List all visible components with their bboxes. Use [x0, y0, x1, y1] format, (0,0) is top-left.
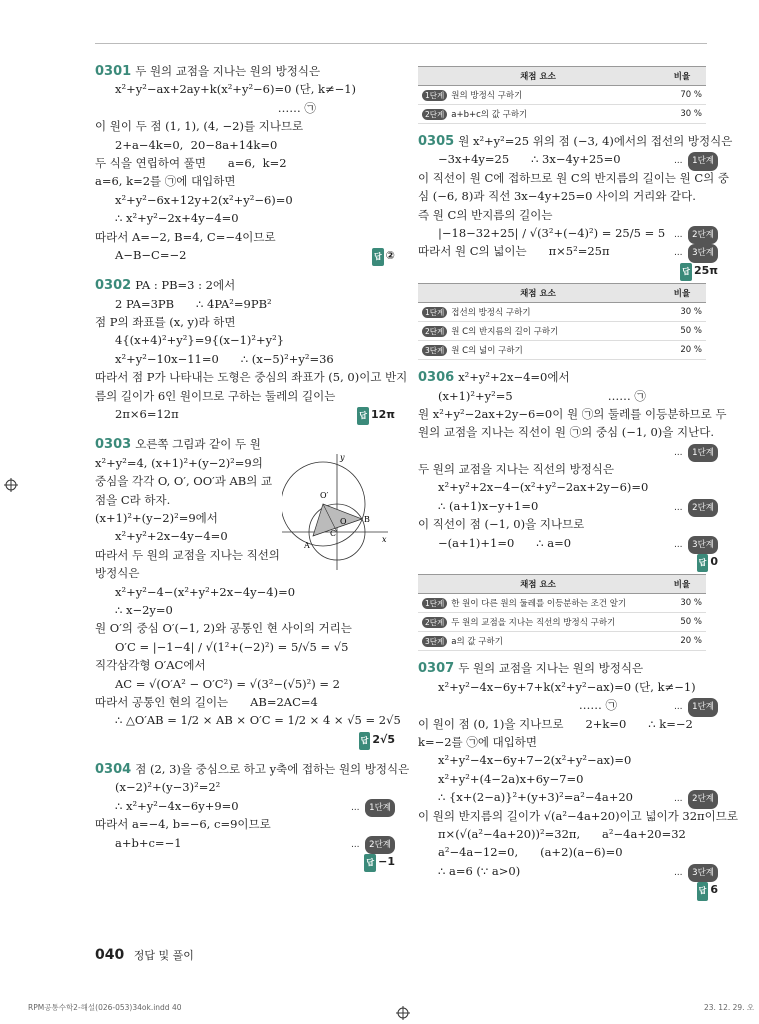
line-text: x²+y²−10x−11=0 ∴ (x−5)²+y²=36 [115, 351, 334, 366]
answer-value: ② [385, 248, 395, 262]
answer-badge [697, 881, 718, 900]
step-label: 1단계 [688, 698, 718, 716]
solution-line [418, 405, 727, 423]
answer-value: −1 [378, 855, 395, 869]
criteria-cell [418, 632, 658, 651]
label-c: C [330, 529, 337, 538]
solution-line [95, 172, 395, 190]
line-text: 따라서 원 C의 넓이는 π×5²=25π [418, 244, 610, 259]
step-label: 1단계 [688, 444, 718, 462]
solution-line [95, 331, 395, 349]
solution-line [95, 730, 395, 748]
table-header [418, 284, 706, 303]
step-label: 1단계 [365, 799, 395, 817]
line-text: (x+1)²+(y−2)²=9에서 [95, 510, 218, 525]
step-label: 1단계 [422, 598, 447, 609]
criteria-text: a+b+c의 값 구하기 [451, 110, 528, 120]
column-header: 비율 [658, 575, 706, 594]
criteria-text: 원 C의 반지름의 길이 구하기 [451, 327, 559, 338]
line-text: 따라서 공통인 현의 길이는 AB=2AC=4 [95, 694, 318, 709]
solution-line [418, 880, 718, 898]
step-badge: … 1단계 [674, 444, 718, 462]
problem-number: 0305 [418, 134, 455, 149]
solution-line [95, 583, 395, 601]
label-b: B [364, 515, 370, 524]
criteria-cell [418, 322, 658, 341]
answer-tag-icon: 답 [364, 854, 376, 872]
line-text: −(a+1)+1=0 ∴ a=0 [438, 535, 572, 550]
solution-line [95, 693, 395, 711]
scoring-table [418, 574, 706, 651]
step-badge: … 3단계 [674, 536, 718, 554]
solution-line [418, 224, 718, 242]
problem-number: 0307 [418, 661, 455, 677]
table-row [418, 632, 706, 651]
answer-badge [364, 853, 395, 872]
solution-line [95, 136, 395, 154]
answer-badge [680, 262, 718, 281]
scoring-table [418, 66, 706, 124]
answer-value: 6 [710, 883, 718, 897]
line-text: 점을 C라 하자. [95, 492, 171, 507]
label-y: y [340, 453, 345, 462]
line-text: ∴ x²+y²−2x+4y−4=0 [115, 211, 239, 226]
table-row [418, 613, 706, 632]
table-row [418, 105, 706, 124]
line-text: x²+y²−4x−6y+7−2(x²+y²−ax)=0 [438, 753, 632, 768]
solution-line [418, 659, 718, 677]
step-label: 2단계 [422, 617, 447, 628]
section-title: 정답 및 풀이 [133, 949, 194, 962]
solution-line [418, 206, 718, 224]
line-text: 방정식은 [95, 566, 140, 581]
solution-line [418, 807, 738, 825]
solution-line [95, 797, 395, 815]
problem-number: 0302 [95, 278, 132, 294]
ratio-cell: 30 % [658, 105, 706, 124]
line-text: 따라서 두 원의 교점을 지나는 직선의 [95, 547, 280, 562]
top-rule [95, 43, 707, 44]
table-row [418, 322, 706, 341]
line-text: 이 원이 두 점 (1, 1), (4, −2)를 지나므로 [95, 119, 304, 134]
solution-line [95, 405, 395, 423]
step-badge: … 1단계 [351, 799, 395, 817]
answer-tag-icon: 답 [680, 263, 692, 281]
solution-line [95, 852, 395, 870]
column-header: 채점 요소 [418, 67, 658, 86]
print-file-info: RPM공통수학2-해설(026-053)34ok.indd 40 [28, 1003, 182, 1012]
table-header [418, 575, 706, 594]
criteria-text: 한 원이 다른 원의 둘레를 이등분하는 조건 알기 [451, 599, 627, 610]
step-label: 1단계 [422, 307, 447, 318]
ratio-cell: 30 % [658, 594, 706, 613]
line-text: x²+y²+2x−4y−4=0 [115, 529, 228, 544]
problem-number: 0304 [95, 762, 132, 778]
solution-line [418, 534, 718, 552]
line-text: ∴ △O′AB = 1/2 × AB × O′C = 1/2 × 4 × √5 = 2√5 [115, 713, 401, 728]
line-text: 점 P의 좌표를 (x, y)라 하면 [95, 315, 236, 330]
solution-line [95, 760, 410, 778]
solution-line [418, 751, 718, 769]
criteria-text: 원의 방정식 구하기 [451, 91, 523, 101]
line-text: 원 O′의 중심 O′(−1, 2)와 공통인 현 사이의 거리는 [95, 621, 352, 636]
ratio-cell: 50 % [658, 613, 706, 632]
solution-line [418, 387, 718, 405]
column-header: 비율 [658, 67, 706, 86]
answer-badge [697, 553, 718, 572]
solution-line [95, 656, 395, 674]
solution-line [418, 368, 718, 386]
solution-line [95, 675, 395, 693]
step-badge: … 1단계 [674, 152, 718, 170]
line-text: 2+a−4k=0, 20−8a+14k=0 [115, 137, 278, 152]
line-text: 심 (−6, 8)과 직선 3x−4y+25=0 사이의 거리와 같다. [418, 189, 696, 204]
solution-line [95, 834, 395, 852]
solution-line [418, 770, 718, 788]
column-header: 채점 요소 [418, 284, 658, 303]
solution-line [95, 209, 395, 227]
step-badge: … 2단계 [674, 499, 718, 517]
criteria-cell [418, 341, 658, 360]
answer-badge [359, 731, 395, 750]
answer-badge [357, 406, 395, 425]
line-text: 이 원이 점 (0, 1)을 지나므로 2+k=0 ∴ k=−2 [418, 716, 693, 731]
answer-tag-icon: 답 [372, 248, 384, 266]
step-label: 3단계 [688, 536, 718, 554]
page-footer [95, 947, 194, 963]
line-text: a+b+c=−1 [115, 835, 182, 850]
line-text: x²+y²+(4−2a)x+6y−7=0 [438, 771, 584, 786]
answer-value: 2√5 [372, 732, 395, 746]
solution-line [95, 601, 395, 619]
solution-line [95, 711, 401, 729]
line-text: 4{(x+4)²+y²}=9{(x−1)²+y²} [115, 333, 285, 348]
solution-line [418, 862, 718, 880]
line-text: AC = √(O′A² − O′C²) = √(3²−(√5)²) = 2 [115, 676, 341, 691]
problem-number: 0306 [418, 370, 455, 386]
line-text: ∴ x²+y²−4x−6y+9=0 [115, 798, 239, 813]
line-text: x²+y²+2x−4=0에서 [458, 370, 570, 385]
solution-line [95, 638, 395, 656]
step-badge: … 3단계 [674, 864, 718, 882]
page-number: 040 [95, 947, 125, 963]
label-x: x [382, 535, 387, 544]
step-label: 2단계 [688, 226, 718, 244]
solution-line [95, 62, 395, 80]
table-header [418, 67, 706, 86]
spacer [95, 264, 395, 276]
solution-line [95, 387, 395, 405]
line-text: 름의 길이가 6인 원이므로 구하는 둘레의 길이는 [95, 388, 336, 403]
line-text: 이 원의 반지름의 길이가 √(a²−4a+20)이고 넓이가 32π이므로 [418, 808, 738, 823]
figure-0303 [282, 452, 390, 575]
registration-mark-icon [4, 478, 18, 492]
registration-mark-icon [396, 1006, 410, 1020]
criteria-cell [418, 303, 658, 322]
label-o: O [340, 517, 347, 526]
answer-tag-icon: 답 [697, 554, 709, 572]
line-text: (x+1)²+y²=5 …… ㉠ [438, 388, 646, 403]
line-text: x²+y²−4−(x²+y²+2x−4y−4)=0 [115, 584, 296, 599]
ratio-cell: 50 % [658, 322, 706, 341]
line-text: x²+y²−4x−6y+7+k(x²+y²−ax)=0 (단, k≠−1) [438, 679, 696, 694]
step-badge: … 2단계 [674, 226, 718, 244]
solution-line [418, 552, 718, 570]
step-badge: … 2단계 [674, 790, 718, 808]
line-text: (x−2)²+(y−3)²=2² [115, 780, 221, 795]
line-text: 이 직선이 원 C에 접하므로 원 C의 반지름의 길이는 원 C의 중 [418, 170, 730, 185]
solution-line [418, 788, 718, 806]
solution-line [95, 80, 395, 98]
table-row [418, 303, 706, 322]
ratio-cell: 70 % [658, 86, 706, 105]
line-text: 원 x²+y²=25 위의 점 (−3, 4)에서의 접선의 방정식은 [458, 134, 733, 148]
step-label: 3단계 [422, 345, 447, 356]
problem-number: 0301 [95, 64, 132, 79]
solution-line [418, 442, 718, 460]
column-header: 비율 [658, 284, 706, 303]
line-text: x²+y²−ax+2ay+k(x²+y²−6)=0 (단, k≠−1) [115, 82, 357, 97]
step-badge: … 1단계 [674, 698, 718, 716]
line-text: x²+y²−6x+12y+2(x²+y²−6)=0 [115, 192, 293, 207]
line-text: 두 원의 교점을 지나는 원의 방정식은 [458, 661, 644, 676]
line-text: ∴ {x+(2−a)}²+(y+3)²=a²−4a+20 [438, 790, 633, 805]
solution-line [95, 295, 395, 313]
criteria-text: 원 C의 넓이 구하기 [451, 346, 523, 357]
step-label: 3단계 [688, 864, 718, 882]
table-row [418, 594, 706, 613]
line-text: 두 원의 교점을 지나는 원의 방정식은 [135, 64, 321, 78]
step-badge: … 3단계 [674, 244, 718, 262]
step-label: 1단계 [688, 152, 718, 170]
solution-line [418, 169, 730, 187]
label-a: A [304, 541, 310, 550]
criteria-text: 두 원의 교점을 지나는 직선의 방정식 구하기 [451, 618, 616, 629]
solution-line [95, 228, 395, 246]
line-text: 점 (2, 3)을 중심으로 하고 y축에 접하는 원의 방정식은 [135, 762, 410, 777]
line-text: 2 PA=3PB ∴ 4PA²=9PB² [115, 296, 272, 311]
line-text: 원의 교점을 지나는 직선이 원 ㉠의 중심 (−1, 0)을 지난다. [418, 425, 715, 440]
line-text: 직각삼각형 O′AC에서 [95, 658, 206, 673]
answer-tag-icon: 답 [357, 407, 369, 425]
solution-line [95, 619, 395, 637]
solution-line [418, 150, 718, 168]
line-text: x²+y²+2x−4−(x²+y²−2ax+2y−6)=0 [438, 480, 649, 495]
line-text: 원 x²+y²−2ax+2y−6=0이 원 ㉠의 둘레를 이등분하므로 두 [418, 406, 727, 421]
answer-value: 25π [693, 263, 718, 277]
line-text: a²−4a−12=0, (a+2)(a−6)=0 [438, 845, 623, 860]
solution-line [418, 825, 718, 843]
spacer [95, 748, 395, 760]
solution-line [418, 497, 718, 515]
solution-line [95, 368, 408, 386]
circle-diagram [282, 452, 390, 572]
answer-value: 0 [710, 555, 718, 569]
column-header: 채점 요소 [418, 575, 658, 594]
line-text: π×(√(a²−4a+20))²=32π, a²−4a+20=32 [438, 826, 686, 841]
line-text: 두 식을 연립하여 풀면 a=6, k=2 [95, 155, 287, 170]
solution-line [418, 515, 718, 533]
line-text: 2π×6=12π [115, 407, 179, 422]
solution-line [95, 276, 395, 294]
problem-number: 0303 [95, 437, 132, 453]
step-badge: … 2단계 [351, 836, 395, 854]
solution-line [418, 423, 718, 441]
table-row [418, 86, 706, 105]
spacer [95, 423, 395, 435]
solution-line [418, 460, 718, 478]
label-o-prime: O′ [320, 491, 329, 500]
answer-value: 12π [370, 408, 395, 422]
right-column [418, 62, 738, 899]
solution-line [95, 350, 395, 368]
solution-line [418, 478, 718, 496]
step-label: 2단계 [688, 499, 718, 517]
scoring-table [418, 283, 706, 360]
solution-line [418, 843, 718, 861]
criteria-cell [418, 105, 658, 124]
criteria-cell [418, 86, 658, 105]
line-text: x²+y²=4, (x+1)²+(y−2)²=9의 [95, 455, 263, 470]
solution-line [418, 261, 718, 279]
step-label: 2단계 [365, 836, 395, 854]
line-text: k=−2를 ㉠에 대입하면 [418, 734, 538, 749]
table-row [418, 341, 706, 360]
line-text: 오른쪽 그림과 같이 두 원 [135, 437, 261, 452]
line-text: a=6, k=2를 ㉠에 대입하면 [95, 174, 236, 189]
line-text: 따라서 a=−4, b=−6, c=9이므로 [95, 817, 271, 832]
line-text: 이 직선이 점 (−1, 0)을 지나므로 [418, 517, 585, 532]
line-text: 따라서 A=−2, B=4, C=−4이므로 [95, 229, 276, 244]
step-label: 2단계 [422, 109, 447, 120]
line-text: …… ㉠ [418, 698, 617, 713]
answer-badge [372, 247, 395, 266]
solution-line [95, 99, 395, 117]
ratio-cell: 20 % [658, 632, 706, 651]
solution-line [95, 778, 395, 796]
line-text: …… ㉠ [95, 100, 316, 115]
answer-tag-icon: 답 [697, 882, 709, 900]
line-text: 중심을 각각 O, O′, OO′과 AB의 교 [95, 474, 273, 489]
solution-line [95, 117, 395, 135]
solution-line [95, 154, 395, 172]
step-label: 3단계 [688, 244, 718, 262]
ratio-cell: 30 % [658, 303, 706, 322]
line-text: ∴ x−2y=0 [115, 602, 173, 617]
solution-line [95, 313, 395, 331]
solution-line [418, 132, 733, 150]
ratio-cell: 20 % [658, 341, 706, 360]
line-text: ∴ (a+1)x−y+1=0 [438, 498, 539, 513]
solution-line [95, 191, 395, 209]
step-label: 2단계 [422, 326, 447, 337]
step-label: 2단계 [688, 790, 718, 808]
solution-line [418, 696, 718, 714]
answer-tag-icon: 답 [359, 732, 371, 750]
solution-line [95, 246, 395, 264]
criteria-text: a의 값 구하기 [451, 637, 503, 648]
line-text: 따라서 점 P가 나타내는 도형은 중심의 좌표가 (5, 0)이고 반지 [95, 370, 408, 385]
step-label: 1단계 [422, 90, 447, 101]
line-text: O′C = |−1−4| / √(1²+(−2)²) = 5/√5 = √5 [115, 639, 349, 654]
solution-line [418, 187, 718, 205]
solution-line [418, 242, 718, 260]
line-text: |−18−32+25| / √(3²+(−4)²) = 25/5 = 5 [438, 225, 666, 240]
line-text: ∴ a=6 (∵ a>0) [438, 863, 521, 878]
print-date: 23. 12. 29. 오 [704, 1003, 755, 1012]
criteria-text: 접선의 방정식 구하기 [451, 308, 531, 319]
criteria-cell [418, 594, 658, 613]
criteria-cell [418, 613, 658, 632]
solution-line [418, 733, 718, 751]
line-text: 두 원의 교점을 지나는 직선의 방정식은 [418, 462, 615, 477]
solution-line [418, 678, 718, 696]
line-text: A−B−C=−2 [115, 247, 187, 262]
solution-line [95, 815, 395, 833]
step-label: 3단계 [422, 636, 447, 647]
line-text: −3x+4y=25 ∴ 3x−4y+25=0 [438, 152, 621, 167]
line-text: 즉 원 C의 반지름의 길이는 [418, 207, 553, 222]
solution-line [418, 715, 718, 733]
line-text: PA : PB=3 : 2에서 [135, 278, 236, 293]
